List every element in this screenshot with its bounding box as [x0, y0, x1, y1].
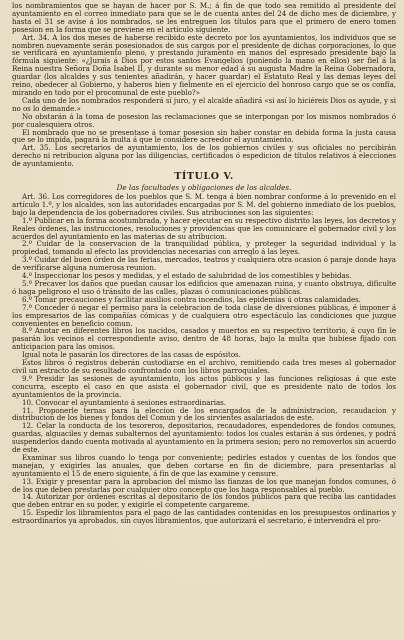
paragraph: Examinar sus libros cuando lo tenga por conveniente; pedirles estados y cuentas de los fondos que manejan, y exigirles las anuales, que deben cortarse en fin de diciembre, para presentarlas al ayuntamiento el 15 de enero siguiente, á fin de que las examine y censure.: [12, 452, 396, 478]
paragraph: 6.º Tomar precauciones y facilitar ausilios contra incendios, las epidemias ú otras calamidades.: [22, 294, 361, 304]
paragraphs-bottom: [12, 193, 396, 525]
paragraph: Art. 36. Los corregidores de los pueblos que S. M. tenga á bien nombrar conforme á lo prevenido en el artículo 1.º, y los alcaldes, son las autoridades encargadas por S. M. del gobierno inmediato de los pueblos, bajo la dependencia de los gobernadores civiles. Sus atribuciones son las siguientes:: [12, 192, 396, 217]
paragraphs-top: [12, 2, 396, 168]
paragraph: 4.º Inspeccionar los pesos y medidas, y el estado de salubridad de los comestibles y bebidas.: [22, 271, 352, 281]
paragraph: 1.º Publicar en la forma acostumbrada, y hacer ejecutar en su respectivo distrito las leyes, los decretos y Reales órdenes, las instrucciones, resoluciones y providencias que les comunicare el gobernador civil y los acuerdos del ayuntamiento en las materias de su atribucion.: [12, 215, 396, 241]
paragraph: El nombrado que no se presentase á tomar posesion sin haber constar en debida forma la justa causa que se lo impida, pagará la multa á que le considere acreedor el ayuntamiento.: [12, 127, 396, 145]
paragraph: Igual nota le pasarán los directores de las casas de espósitos.: [22, 350, 241, 360]
section-title: TÍTULO V.: [174, 171, 234, 183]
paragraph: Cada uno de los nombrados responderá sí juro, y el alcalde añadirá «si así lo hiciéreis Dios os ayude, y si no os lo demande.»: [12, 95, 396, 113]
paragraph: 13. Exigir y presentar para la aprobacion del mismo las fianzas de los que manejan fondos comunes, ó de los que deben prestarlas por cualquier otro concepto que los haga responsables al pueblo.: [12, 476, 396, 494]
paragraph: 2.º Cuidar de la conservacion de la tranquilidad pública, y proteger la seguridad individual y la propiedad, tomando al efecto las providencias necesarias con arreglo á las leyes.: [12, 239, 396, 257]
paragraph: Estos libros ó registros deberán custodiarse en el archivo, remitiendo cada tres meses al gobernador civil un estracto de su resultado confrontado con los libros parroquiales.: [12, 358, 396, 375]
paragraph: No obstarán á la toma de posesion las reclamaciones que se interpongan por los mismos nombrados ó por cualesquiera otros.: [12, 111, 396, 129]
paragraph: 7.º Conceder ó negar el permiso para la celebracion de toda clase de diversiones públicas, é imponer á los empresarios de las compañías cómicas y de cualquiera otro espectáculo las condiciones que juzgue convenientes en beneficio comun.: [12, 302, 396, 328]
paragraph: 12. Celar la conducta de los tesoreros, depositarios, recaudadores, espendedores de fondos comunes, guardas, alguaciles y demas subalternos del ayuntamiento: todos los cuales estarán á sus órdenes, y podrá suspenderlos dando cuenta motivada al ayuntamiento en la primera sesion; pero no removerlos sin acuerdo de este.: [12, 421, 396, 455]
paragraph: Art. 35. Los secretarios de ayuntamiento, los de los gobiernos civiles y sus oficiales no percibirán derecho ni retribucion alguna por las diligencias, certificados ó espedicion de títulos relativos á elecciones de ayuntamiento.: [12, 143, 396, 169]
paragraph: 14. Autorizar por órdenes escritas al depositario de los fondos públicos para que reciba las cantidades que deben entrar en su poder, y exigirle el competente cargareme.: [12, 492, 396, 510]
paragraph: 9.º Presidir las sesiones de ayuntamiento, los actos públicos y las funciones religiosas á que este concurra, escepto el caso en que asista el gobernador civil, que es presidente nato de todos los ayuntamientos de la provincia.: [12, 373, 396, 399]
paragraph: 5.º Precaver los daños que puedan causar los edificios que amenazan ruina, y cuanto obstruya, dificulte ó haga peligroso el uso ó tránsito de las calles, plazas ó comunicaciones públicas.: [12, 279, 396, 296]
paragraph: Art. 34. A los dos meses de haberse recibido este decreto por los ayuntamientos, los individuos que se nombren nuevamente serán posesionados de sus cargos por el presidente de dichas corporaciones, lo que se verificará en ayuntamiento pleno, y prestando juramento en manos del espresado presidente bajo la fórmula siguiente: «¿Jurais á Dios por estos santos Evangelios (poniendo la mano en ellos) ser fiel á la Reina nuestra Señora Doña Isabel II, y durante su menor edad á su augusta Madre la Reina Gobernadora, guardar (los alcaldes y sus tenientes añadirán, y hacer guardar) el Estatuto Real y las demas leyes del reino, obedecer al Gobierno, y haberos bien y fielmente en el ejercicio del honroso cargo que se os confía, mirando en todo por el procomunal de este pueblo?»: [12, 32, 396, 97]
section-subtitle: De las facultades y obligaciones de los alcaldes.: [116, 183, 292, 193]
paragraph: 10. Convocar el ayuntamiento á sesiones estraordinarias.: [22, 397, 226, 407]
paragraph: 3.º Cuidar del buen órden de las ferias, mercados, teatros y cualquiera otra ocasion ó paraje donde haya de verificarse alguna numerosa reunion.: [12, 255, 396, 273]
paragraph: 8.º Anotar en diferentes libros los nacidos, casados y muertos en su respectivo territorio, á cuyo fin le pasarán los vecinos el correspondiente aviso, dentro de 48 horas, bajo la multa que hubiese fijado con anticipacion para las omisos.: [12, 326, 396, 352]
paragraph: 15. Espedir los libramientos para el pago de las cantidades contenidas en los presupuestos ordinarios y estraordinarios ya aprobados, sin cuyos libramientos, que autorizará el secretario, é intervendrá el pro-: [12, 508, 396, 526]
paragraph: los nombramientos que se hayan de hacer por S. M.; á fin de que todo sea remitido al presidente del ayuntamiento en el correo inmediato para que se le de cuenta antes del 24 de dicho mes de diciembre, y hasta el 31 se avise á los nombrados, se les entreguen los títulos para que el primero de enero tomen posesion en la forma que se previene en el artículo siguiente.: [12, 1, 396, 34]
paragraph: 11. Proponerle ternas para la eleccion de los encargados de la administracion, recaudacion y distribucion de los bienes y fondos del Comun y de los sirvientes asalariados de este.: [12, 405, 396, 423]
